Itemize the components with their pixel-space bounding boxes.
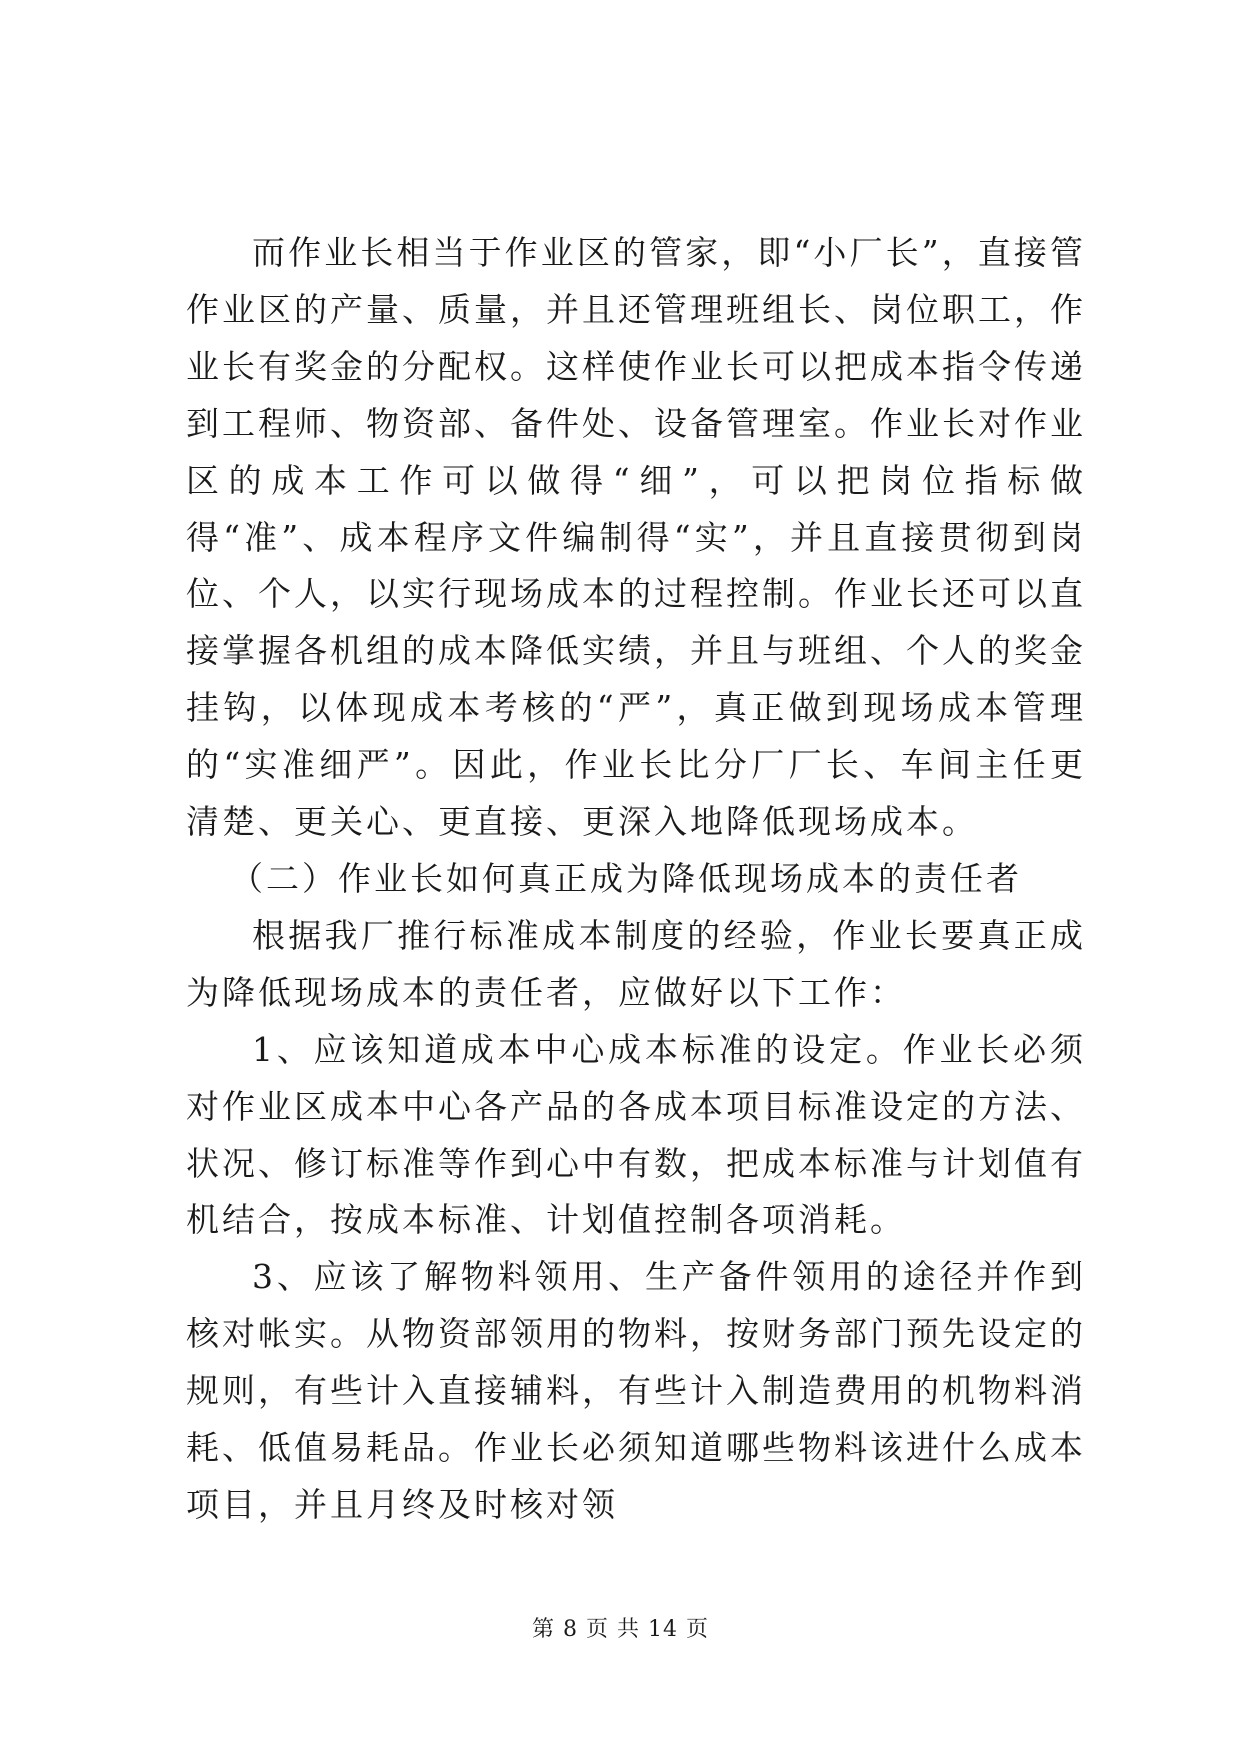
paragraph-item-3: 3、应该了解物料领用、生产备件领用的途径并作到核对帐实。从物资部领用的物料，按财务部门预先设定的规则，有些计入直接辅料，有些计入制造费用的机物料消耗、低值易耗品。作业长必须知道哪些物料该进什么成本项目，并且月终及时核对领 — [186, 1257, 1086, 1524]
section-heading: （二）作业长如何真正成为降低现场成本的责任者 — [230, 858, 1022, 898]
paragraph-experience: 根据我厂推行标准成本制度的经验，作业长要真正成为降低现场成本的责任者，应做好以下工作： — [186, 915, 1086, 1012]
page-number: 第 8 页 共 14 页 — [532, 1617, 709, 1642]
paragraph-foreman-role: 而作业长相当于作业区的管家，即“小厂长”，直接管作业区的产量、质量，并且还管理班组长、岗位职工，作业长有奖金的分配权。这样使作业长可以把成本指令传递到工程师、物资部、备件处、设备管理室。作业长对作业区的成本工作可以做得“细”，可以把岗位指标做得“准”、成本程序文件编制得“实”，并且直接贯彻到岗位、个人，以实行现场成本的过程控制。作业长还可以直接掌握各机组的成本降低实绩，并且与班组、个人的奖金挂钩，以体现成本考核的“严”，真正做到现场成本管理的“实准细严”。因此，作业长比分厂厂长、车间主任更清楚、更关心、更直接、更深入地降低现场成本。 — [186, 233, 1086, 842]
document-body — [186, 225, 1086, 1534]
paragraph-item-1: 1、应该知道成本中心成本标准的设定。作业长必须对作业区成本中心各产品的各成本项目标准设定的方法、状况、修订标准等作到心中有数，把成本标准与计划值有机结合，按成本标准、计划值控制各项消耗。 — [186, 1029, 1086, 1240]
